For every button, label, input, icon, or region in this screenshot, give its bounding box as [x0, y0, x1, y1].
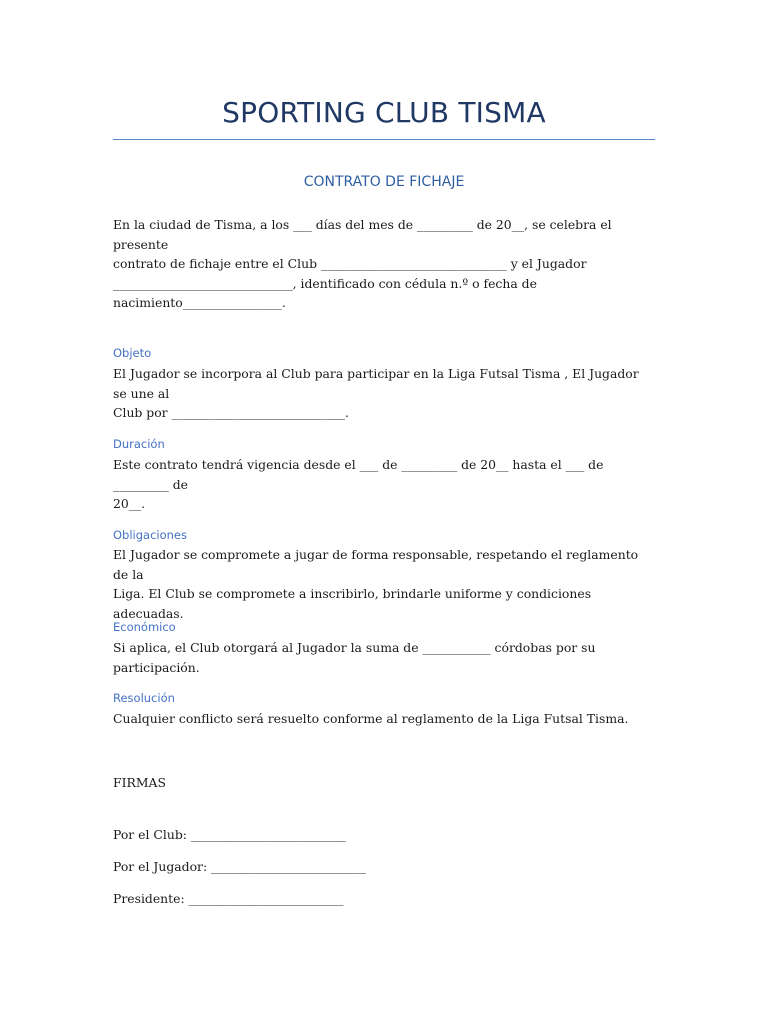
title-divider — [113, 139, 655, 140]
body-line: El Jugador se compromete a jugar de forma responsable, respetando el reglamento de la — [113, 547, 639, 582]
body-line: Si aplica, el Club otorgará al Jugador la suma de ___________ córdobas por su participación. — [113, 640, 596, 675]
section-body-duracion — [113, 455, 653, 514]
body-line: Liga. El Club se compromete a inscribirlo, brindarle uniforme y condiciones adecuadas. — [113, 586, 592, 621]
section-heading-obligaciones: Obligaciones — [113, 528, 187, 542]
section-heading-resolucion: Resolución — [113, 691, 175, 705]
intro-paragraph — [113, 215, 653, 313]
body-line: Club por ____________________________. — [113, 405, 349, 421]
body-line: Este contrato tendrá vigencia desde el ___ de _________ de 20__ hasta el ___ de _________ de — [113, 457, 604, 492]
body-line: Cualquier conflicto será resuelto conforme al reglamento de la Liga Futsal Tisma. — [113, 711, 629, 726]
section-heading-duracion: Duración — [113, 437, 165, 451]
signatures-title: FIRMAS — [113, 775, 166, 790]
document-subtitle: CONTRATO DE FICHAJE — [303, 174, 465, 190]
intro-line: En la ciudad de Tisma, a los ___ días del mes de _________ de 20__, se celebra el presente — [113, 217, 612, 252]
intro-line: contrato de fichaje entre el Club ______________________________ y el Jugador — [113, 256, 587, 272]
body-line: 20__. — [113, 496, 146, 512]
section-body-objeto — [113, 364, 653, 423]
intro-line: _____________________________, identificado con cédula n.º o fecha de — [113, 275, 537, 291]
section-heading-economico: Económico — [113, 620, 176, 634]
intro-line: nacimiento________________. — [113, 295, 286, 311]
signature-line-club: Por el Club: _________________________ — [113, 827, 346, 842]
body-line: El Jugador se incorpora al Club para participar en la Liga Futsal Tisma , El Jugador se une al — [113, 366, 639, 401]
document-title: SPORTING CLUB TISMA — [222, 96, 546, 129]
section-body-obligaciones — [113, 545, 653, 623]
signature-line-presidente: Presidente: _________________________ — [113, 891, 344, 906]
signature-line-jugador: Por el Jugador: _________________________ — [113, 859, 366, 874]
section-body-economico — [113, 638, 653, 677]
section-body-resolucion — [113, 709, 653, 729]
section-heading-objeto: Objeto — [113, 346, 152, 360]
